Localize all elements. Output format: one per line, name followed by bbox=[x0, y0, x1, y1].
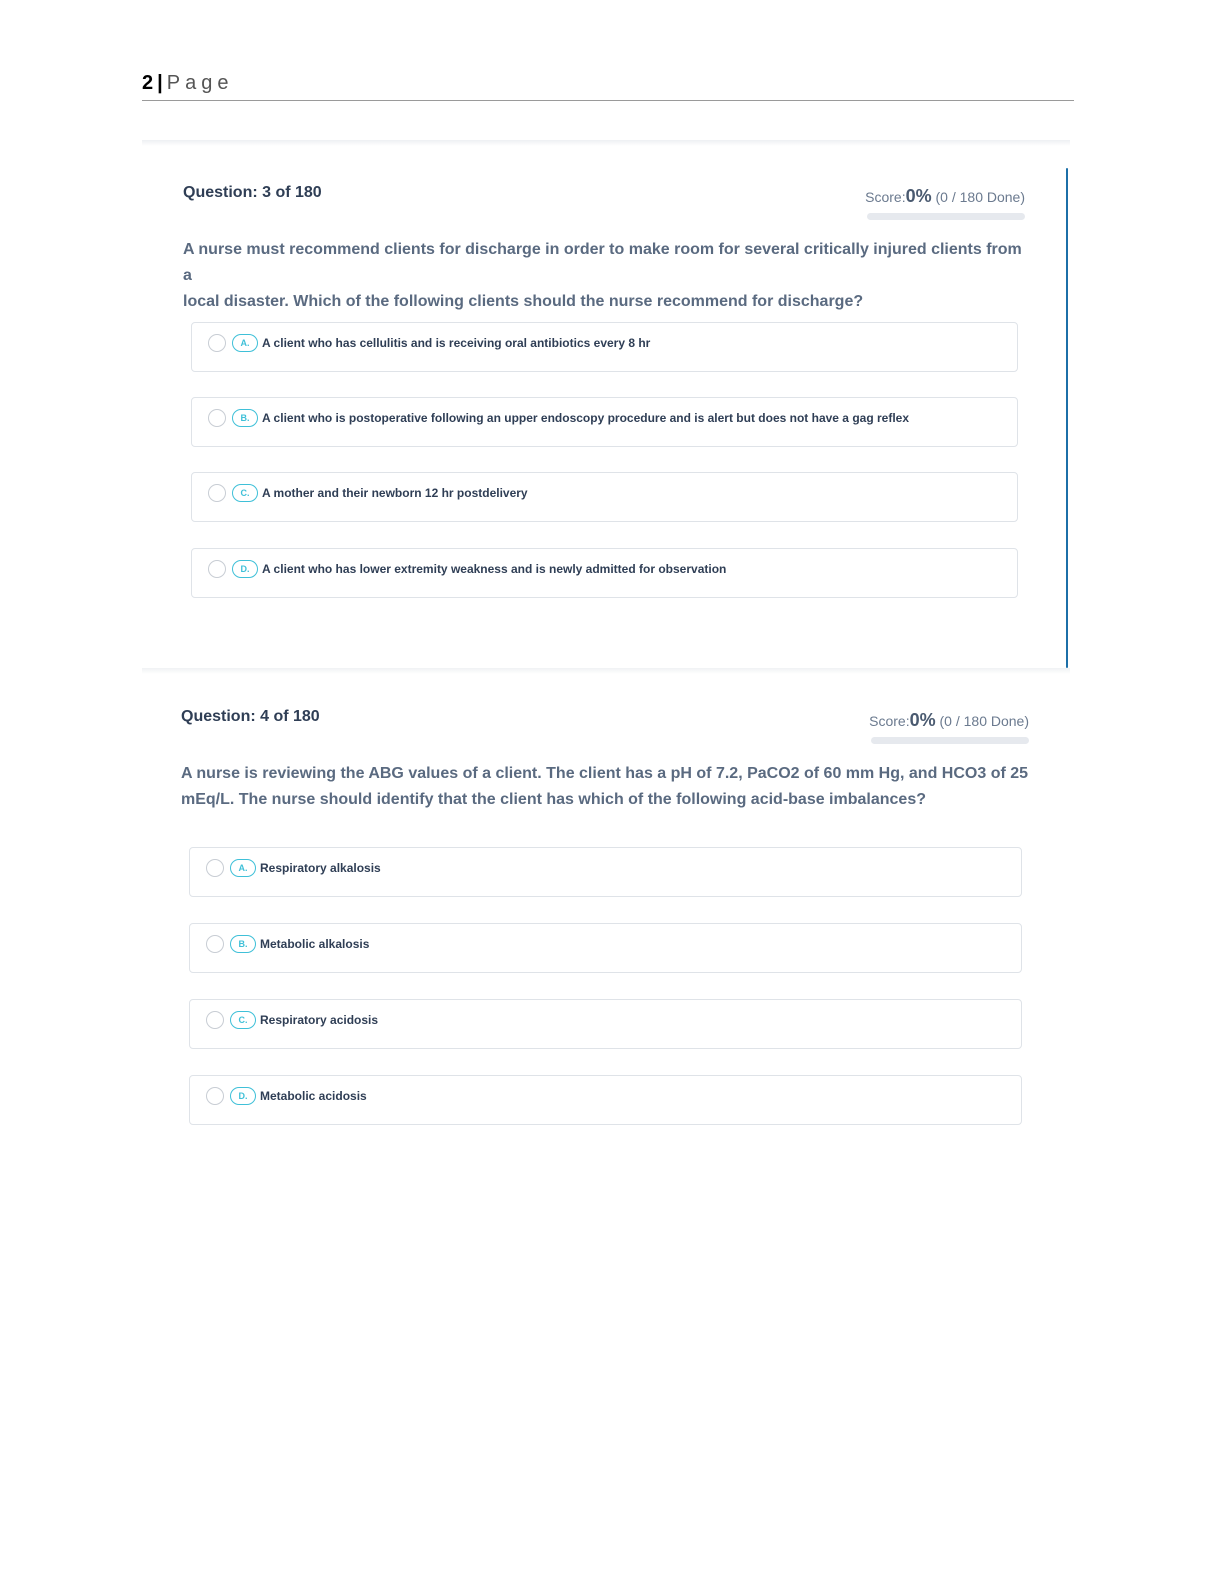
page-number: 2 bbox=[142, 72, 154, 94]
answer-option-c[interactable] bbox=[189, 999, 1022, 1049]
score-label: Score: bbox=[865, 189, 906, 205]
option-letter-badge: B. bbox=[230, 935, 256, 953]
card-top-divider bbox=[142, 140, 1070, 146]
option-letter-badge: A. bbox=[230, 859, 256, 877]
page-word: Page bbox=[166, 72, 234, 94]
score-display bbox=[865, 186, 1025, 207]
radio-button[interactable] bbox=[206, 1087, 224, 1105]
question-text-line: mEq/L. The nurse should identify that the client has which of the following acid-base imbalances? bbox=[181, 791, 926, 808]
question-card-3 bbox=[183, 184, 1025, 604]
question-text bbox=[183, 237, 1025, 315]
score-label: Score: bbox=[869, 713, 910, 729]
option-text: Metabolic acidosis bbox=[260, 1089, 367, 1103]
answer-option-a[interactable] bbox=[191, 322, 1018, 372]
score-progress-bar bbox=[871, 737, 1029, 744]
score-percent: 0% bbox=[905, 186, 932, 206]
question-title: Question: 4 of 180 bbox=[181, 708, 320, 725]
answer-option-d[interactable] bbox=[191, 548, 1018, 598]
option-letter-badge: D. bbox=[230, 1087, 256, 1105]
answer-option-b[interactable] bbox=[189, 923, 1022, 973]
option-text: A client who has lower extremity weakness and is newly admitted for observation bbox=[262, 562, 727, 576]
option-text: Respiratory alkalosis bbox=[260, 861, 381, 875]
radio-button[interactable] bbox=[206, 859, 224, 877]
question-text-line: local disaster. Which of the following clients should the nurse recommend for discharge? bbox=[183, 293, 864, 310]
question-text-line: A nurse must recommend clients for discharge in order to make room for several critically injured clients from a bbox=[183, 241, 1022, 284]
option-text: A client who is postoperative following an upper endoscopy procedure and is alert but does not have a gag reflex bbox=[262, 411, 910, 425]
card-divider bbox=[142, 668, 1070, 674]
option-text: Respiratory acidosis bbox=[260, 1013, 379, 1027]
option-text: A mother and their newborn 12 hr postdelivery bbox=[262, 486, 528, 500]
question-text-line: A nurse is reviewing the ABG values of a client. The client has a pH of 7.2, PaCO2 of 60 mm Hg, and HCO3 of 25 bbox=[181, 765, 1029, 782]
radio-button[interactable] bbox=[208, 334, 226, 352]
score-percent: 0% bbox=[909, 710, 936, 730]
page-header bbox=[142, 72, 1074, 101]
score-done: (0 / 180 Done) bbox=[939, 713, 1029, 729]
radio-button[interactable] bbox=[208, 484, 226, 502]
page-separator: | bbox=[157, 72, 163, 94]
option-letter-badge: D. bbox=[232, 560, 258, 578]
question-text bbox=[181, 761, 1028, 813]
option-text: A client who has cellulitis and is receiving oral antibiotics every 8 hr bbox=[262, 336, 651, 350]
score-display bbox=[869, 710, 1029, 731]
answer-option-d[interactable] bbox=[189, 1075, 1022, 1125]
radio-button[interactable] bbox=[206, 1011, 224, 1029]
radio-button[interactable] bbox=[208, 409, 226, 427]
answer-option-b[interactable] bbox=[191, 397, 1018, 447]
radio-button[interactable] bbox=[206, 935, 224, 953]
option-letter-badge: B. bbox=[232, 409, 258, 427]
answer-option-a[interactable] bbox=[189, 847, 1022, 897]
question-card-4 bbox=[181, 708, 1029, 1128]
option-letter-badge: C. bbox=[232, 484, 258, 502]
option-letter-badge: A. bbox=[232, 334, 258, 352]
score-progress-bar bbox=[867, 213, 1025, 220]
question-title: Question: 3 of 180 bbox=[183, 184, 322, 201]
option-letter-badge: C. bbox=[230, 1011, 256, 1029]
scroll-indicator bbox=[1066, 168, 1068, 668]
answer-option-c[interactable] bbox=[191, 472, 1018, 522]
score-done: (0 / 180 Done) bbox=[935, 189, 1025, 205]
option-text: Metabolic alkalosis bbox=[260, 937, 370, 951]
radio-button[interactable] bbox=[208, 560, 226, 578]
